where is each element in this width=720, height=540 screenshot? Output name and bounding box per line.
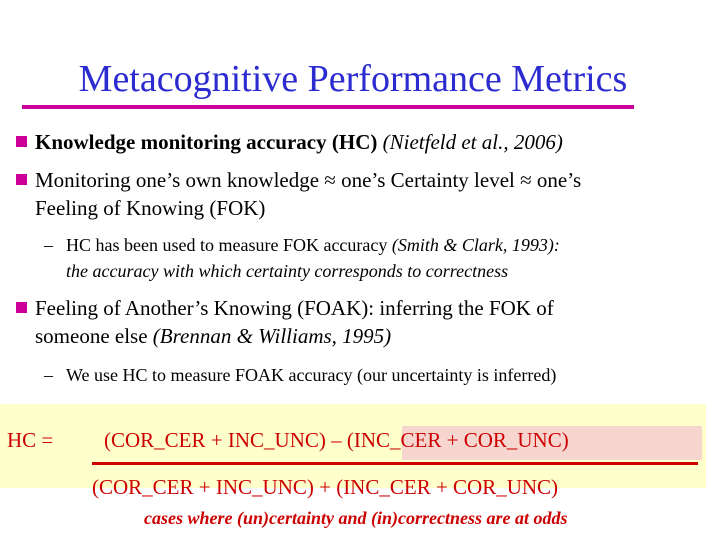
bullet-1-bold-text: Knowledge monitoring accuracy (HC) — [35, 130, 378, 154]
numerator-left: (COR_CER + INC_UNC) – — [104, 428, 342, 452]
square-bullet-icon — [16, 302, 27, 313]
subbullet-1-definition: the accuracy with which certainty corresponds to correctness — [66, 261, 509, 281]
formula-numerator — [104, 426, 569, 454]
title-underline — [22, 105, 634, 109]
bullet-1-citation: (Nietfeld et al., 2006) — [382, 130, 563, 154]
square-bullet-icon — [16, 174, 27, 185]
subbullet-hc-foak-accuracy — [44, 362, 704, 388]
formula-denominator: (COR_CER + INC_UNC) + (INC_CER + COR_UNC) — [92, 475, 559, 499]
formula-label: HC = — [7, 428, 54, 452]
dash-marker: – — [44, 235, 53, 255]
subbullet-hc-fok-accuracy — [44, 232, 704, 284]
bullet-foak — [16, 294, 706, 350]
formula-note: cases where (un)certainty and (in)correctness are at odds — [144, 508, 568, 528]
bullet-monitoring-own-knowledge — [16, 166, 706, 222]
bullet-knowledge-monitoring — [16, 128, 706, 156]
fraction-bar — [92, 462, 698, 465]
bullet-3-line-2: someone else — [35, 324, 148, 348]
subbullet-1-text: HC has been used to measure FOK accuracy — [66, 235, 388, 255]
bullet-3-citation: (Brennan & Williams, 1995) — [152, 324, 392, 348]
bullet-2-line-1: Monitoring one’s own knowledge ≈ one’s Certainty level ≈ one’s — [35, 168, 582, 192]
dash-marker: – — [44, 365, 53, 385]
subbullet-1-citation: (Smith & Clark, 1993): — [391, 235, 560, 255]
square-bullet-icon — [16, 136, 27, 147]
numerator-right: (INC_CER + COR_UNC) — [346, 428, 569, 452]
bullet-3-line-1: Feeling of Another’s Knowing (FOAK): inferring the FOK of — [35, 296, 554, 320]
bullet-2-line-2: Feeling of Knowing (FOK) — [35, 196, 266, 220]
slide-title: Metacognitive Performance Metrics — [78, 58, 628, 100]
subbullet-2-text: We use HC to measure FOAK accuracy (our uncertainty is inferred) — [66, 365, 557, 385]
